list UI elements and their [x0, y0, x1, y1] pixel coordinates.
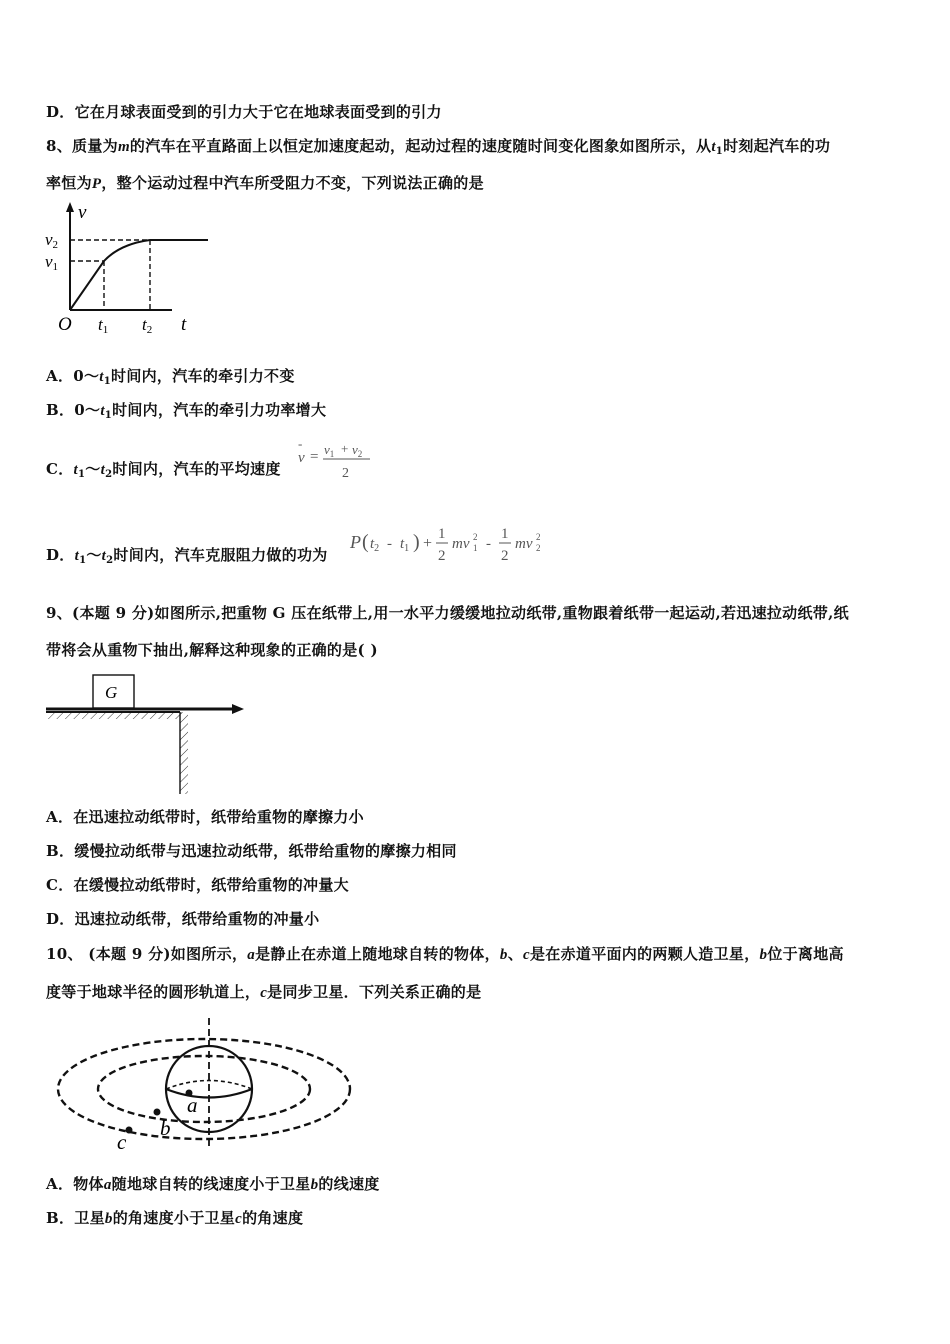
svg-text:2: 2: [438, 548, 446, 564]
svg-text:+: +: [423, 535, 433, 552]
label-v1: v1: [45, 252, 59, 273]
svg-text:v: v: [298, 450, 305, 466]
pull-arrow: [232, 704, 244, 714]
svg-text:mv: mv: [452, 536, 470, 552]
table-hatch: [46, 712, 182, 719]
svg-text:-: -: [486, 536, 491, 552]
q9-option-a: A．在迅速拉动纸带时，纸带给重物的摩擦力小: [46, 808, 364, 826]
label-v2: v2: [45, 230, 59, 251]
q8-option-c-formula: [296, 436, 376, 482]
q9-option-b: B．缓慢拉动纸带与迅速拉动纸带，纸带给重物的摩擦力相同: [46, 842, 457, 860]
svg-text:mv: mv: [515, 536, 533, 552]
svg-text:1: 1: [438, 526, 446, 542]
q10-option-b: B．卫星b的角速度小于卫星c的角速度: [46, 1209, 304, 1227]
svg-text:): ): [413, 531, 420, 553]
label-t1: t1: [98, 315, 109, 336]
q9-paper-strip-figure: [44, 672, 249, 797]
weight-label: G: [105, 683, 118, 702]
orbit-b: [98, 1056, 310, 1122]
q8-vt-graph: [40, 198, 210, 338]
svg-text:1: 1: [473, 543, 478, 553]
svg-text:2: 2: [473, 532, 478, 542]
q8-option-c: C．$t_1\sim t_2$时间内，汽车的平均速度: [46, 460, 281, 480]
svg-text:P: P: [350, 532, 361, 552]
svg-text:t1: $t_1$: [400, 536, 410, 554]
label-b: b: [160, 1116, 171, 1140]
svg-text:=: =: [310, 449, 319, 465]
q9-number: 9、: [46, 604, 73, 622]
svg-text:-: -: [298, 436, 303, 451]
velocity-curve: [70, 240, 208, 310]
label-t-axis: t: [181, 314, 187, 335]
q8-stem-line2: 率恒为P，整个运动过程中汽车所受阻力不变，下列说法正确的是: [46, 174, 484, 192]
q8-stem-line1: 8、质量为m的汽车在平直路面上以恒定加速度起动，起动过程的速度随时间变化图象如图所示，从$t_1$时刻起汽车的功: [46, 137, 831, 157]
graph-v-arrow: [66, 202, 74, 212]
svg-text:+: +: [341, 441, 349, 456]
label-origin: O: [58, 314, 72, 335]
q9-stem-line2: 带将会从重物下抽出,解释这种现象的正确的是( ): [46, 641, 378, 659]
q7-option-d: D．它在月球表面受到的引力大于它在地球表面受到的引力: [46, 103, 442, 121]
table-leg-hatch: [180, 712, 188, 794]
svg-text:(: (: [362, 531, 369, 553]
svg-text:-: -: [387, 536, 392, 552]
label-t2: t2: [142, 315, 153, 336]
svg-text:t2: $t_2$: [370, 536, 380, 554]
q10-orbit-figure: [56, 1014, 356, 1154]
svg-text:2: 2: [536, 543, 541, 553]
label-v-axis: v: [78, 202, 87, 223]
label-c: c: [117, 1130, 127, 1154]
svg-text:2: 2: [342, 466, 349, 481]
q9-option-d: D．迅速拉动纸带，纸带给重物的冲量小: [46, 910, 320, 928]
q8-option-a: A．$0\sim t_1$时间内，汽车的牵引力不变: [46, 367, 295, 387]
q8-option-b: B．$0\sim t_1$时间内，汽车的牵引力功率增大: [46, 401, 327, 421]
svg-text:v2: $v_2$: [352, 442, 363, 459]
svg-text:v1: $v_1$: [324, 442, 335, 459]
satellite-c: [126, 1127, 133, 1134]
q10-number: 10、: [46, 945, 83, 963]
svg-text:2: 2: [536, 532, 541, 542]
q8-option-d: D．$t_1\sim t_2$时间内，汽车克服阻力做的功为: [46, 546, 328, 566]
satellite-b: [154, 1109, 161, 1116]
q10-stem-line2: 度等于地球半径的圆形轨道上，c是同步卫星．下列关系正确的是: [46, 983, 482, 1001]
orbit-c: [58, 1039, 350, 1139]
svg-text:2: 2: [501, 548, 509, 564]
q10-option-a: A．物体a随地球自转的线速度小于卫星b的线速度: [46, 1175, 380, 1193]
svg-text:1: 1: [501, 526, 509, 542]
q8-option-d-formula: [348, 520, 548, 570]
q8-number: 8、: [46, 137, 73, 155]
q9-option-c: C．在缓慢拉动纸带时，纸带给重物的冲量大: [46, 876, 349, 894]
q9-stem-line1: 9、(本题 9 分)如图所示,把重物 G 压在纸带上,用一水平力缓缓地拉动纸带,重物跟着纸带一起运动,若迅速拉动纸带,纸: [46, 604, 849, 622]
q10-stem-line1: 10、 (本题 9 分)如图所示，a是静止在赤道上随地球自转的物体，b、c是在赤道平面内的两颗人造卫星，b位于离地高: [46, 945, 844, 963]
label-a: a: [187, 1093, 198, 1117]
